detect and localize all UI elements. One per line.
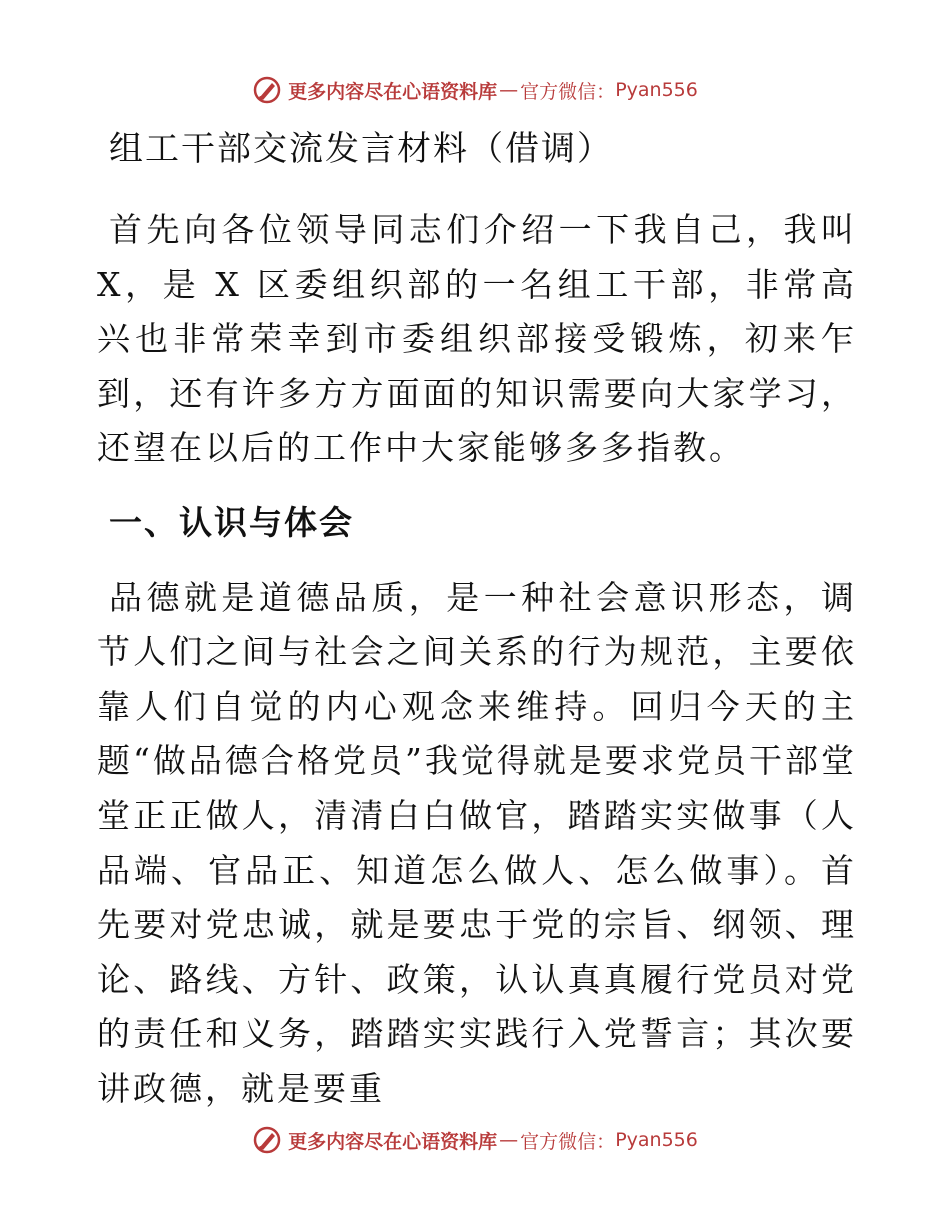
watermark-banner-bottom xyxy=(0,1120,950,1160)
watermark-sub-text: 官方微信： xyxy=(520,1130,616,1153)
watermark-text xyxy=(288,77,698,104)
section-heading: 一、认识与体会 xyxy=(109,502,354,542)
intro-paragraph: 首先向各位领导同志们介绍一下我自己，我叫 X，是 X 区委组织部的一名组工干部，非常高兴也非常荣幸到市委组织部接受锻炼，初来乍到，还有许多方方面面的知识需要向大家学习，还望在以后的工作中大家能够多多指教。 xyxy=(97,210,857,468)
pen-logo-icon xyxy=(252,75,282,105)
watermark-id: Pyan556 xyxy=(615,79,698,101)
watermark-dash: — xyxy=(499,1129,519,1151)
watermark-main-text: 更多内容尽在心语资料库 xyxy=(288,1130,498,1153)
watermark-banner-top xyxy=(0,70,950,110)
watermark-id: Pyan556 xyxy=(615,1129,698,1151)
watermark-main-text: 更多内容尽在心语资料库 xyxy=(288,80,498,103)
watermark-sub-text: 官方微信： xyxy=(520,80,616,103)
watermark-dash: — xyxy=(499,79,519,101)
document-body xyxy=(97,125,857,1117)
document-title: 组工干部交流发言材料（借调） xyxy=(109,129,613,169)
body-paragraph: 品德就是道德品质，是一种社会意识形态，调节人们之间与社会之间关系的行为规范，主要依靠人们自觉的内心观念来维持。回归今天的主题“做品德合格党员”我觉得就是要求党员干部堂堂正正做人，清清白白做官，踏踏实实做事（人品端、官品正、知道怎么做人、怎么做事）。首先要对党忠诚，就是要忠于党的宗旨、纲领、理论、路线、方针、政策，认认真真履行党员对党的责任和义务，踏踏实实践行入党誓言；其次要讲政德，就是要重 xyxy=(97,577,857,1108)
watermark-text xyxy=(288,1127,698,1154)
pen-logo-icon xyxy=(252,1125,282,1155)
